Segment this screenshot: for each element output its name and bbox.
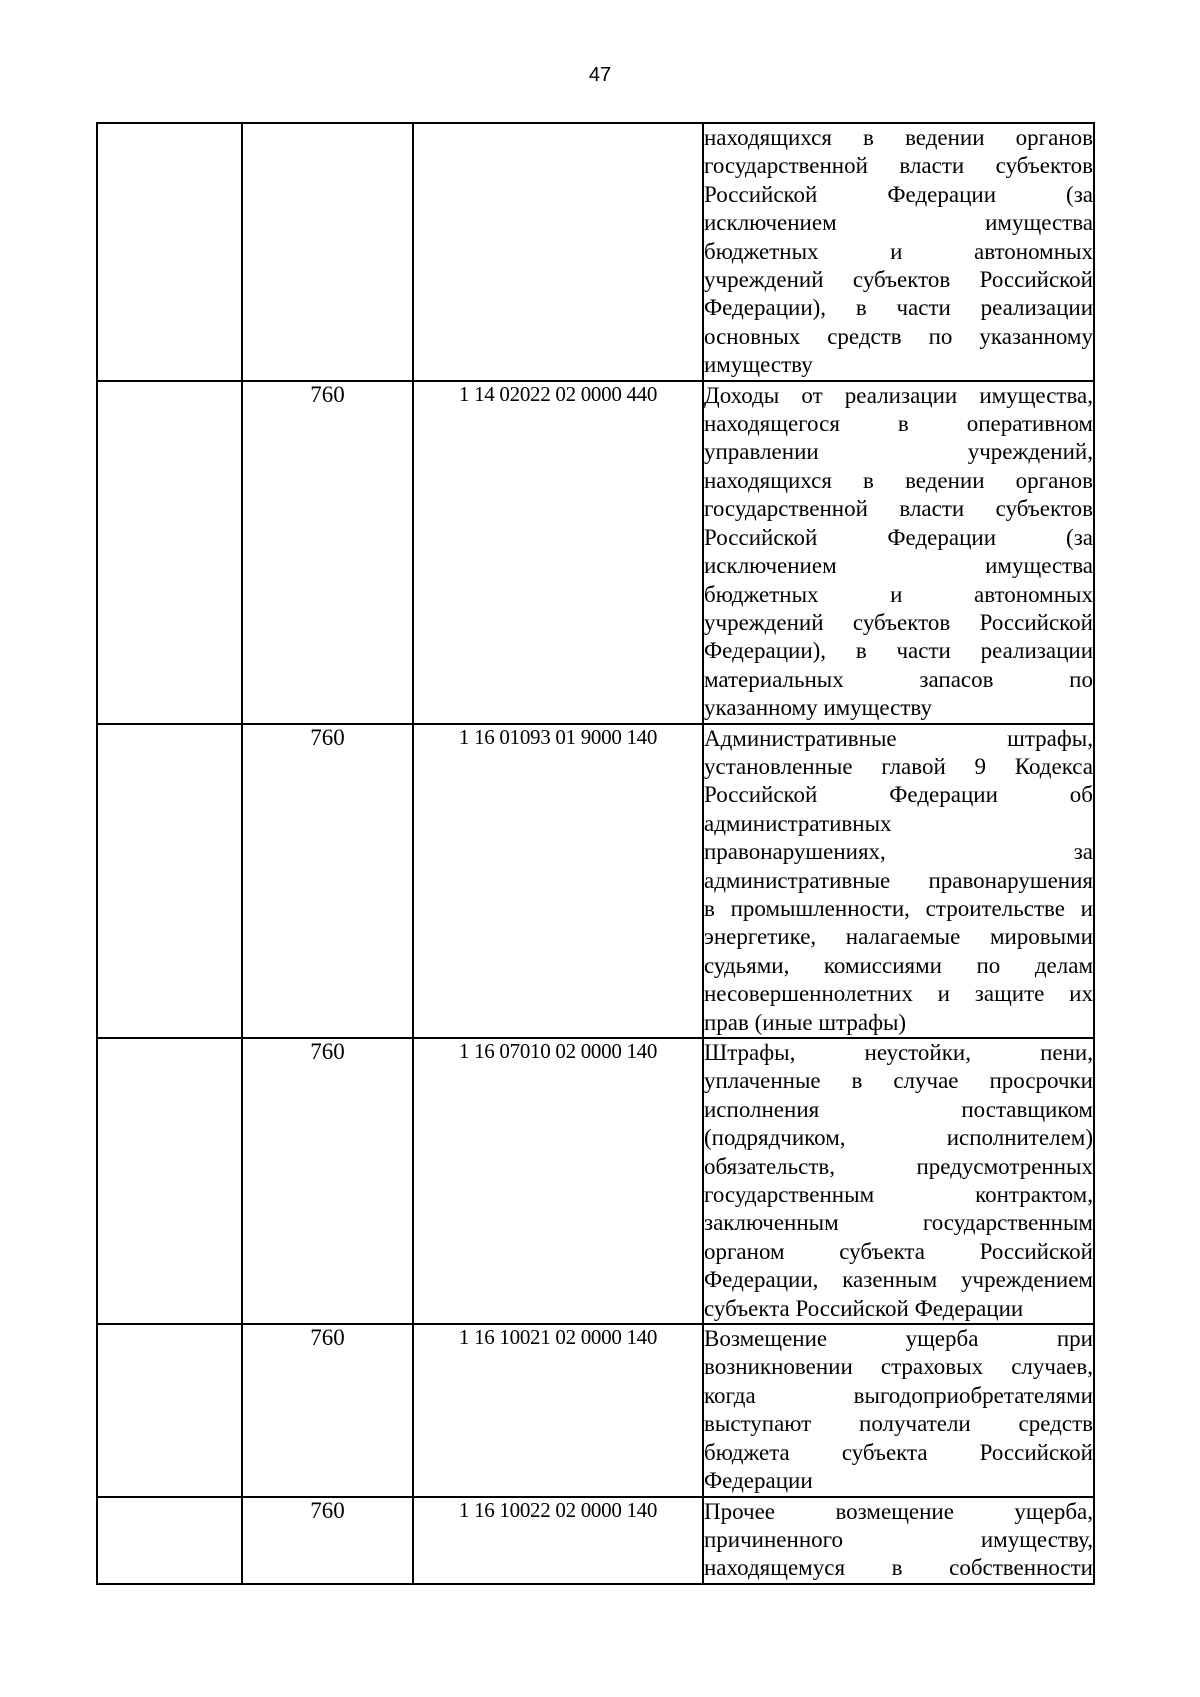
blank-cell (97, 724, 242, 1038)
description-line: административных (704, 810, 892, 836)
description-cell (703, 1497, 1094, 1584)
description-line: управлении учреждений, (704, 439, 1093, 465)
budget-code-cell: 1 16 10021 02 0000 140 (413, 1324, 703, 1496)
description-line: Федерации, казенным учреждением (704, 1267, 1093, 1293)
blank-cell (97, 123, 242, 381)
description-line: Возмещение ущерба при (704, 1326, 1093, 1352)
description-line: выступают получатели средств (704, 1411, 1093, 1437)
description-line: судьями, комиссиями по делам (704, 952, 1093, 978)
description-line: Доходы от реализации имущества, (704, 382, 1093, 408)
description-line: субъекта Российской Федерации (704, 1295, 1024, 1321)
table-row (97, 1038, 1094, 1324)
table-row (97, 381, 1094, 724)
table-row (97, 123, 1094, 381)
description-line: прав (иные штрафы) (704, 1009, 907, 1035)
table-row (97, 724, 1094, 1038)
description-line: бюджетных и автономных (704, 581, 1093, 607)
description-line: исполнения поставщиком (704, 1096, 1093, 1122)
blank-cell (97, 1038, 242, 1324)
page-number: 47 (588, 64, 612, 86)
description-line: государственной власти субъектов (704, 153, 1093, 179)
blank-cell (97, 1324, 242, 1496)
admin-code-cell: 760 (242, 1324, 413, 1496)
budget-code-cell (413, 123, 703, 381)
admin-code-cell: 760 (242, 1497, 413, 1584)
description-line: исключением имущества (704, 553, 1093, 579)
description-line: возникновении страховых случаев, (704, 1354, 1093, 1380)
description-line: государственным контрактом, (704, 1182, 1093, 1208)
description-line: Федерации (704, 1468, 813, 1494)
description-line: правонарушениях, за (704, 839, 1093, 865)
description-line: Российской Федерации (за (704, 524, 1093, 550)
description-line: находящихся в ведении органов (704, 125, 1093, 150)
description-line: Российской Федерации об (704, 782, 1093, 808)
budget-code-cell: 1 14 02022 02 0000 440 (413, 381, 703, 724)
revenue-codes-table (96, 122, 1095, 1585)
description-line: причиненного имуществу, (704, 1526, 1093, 1552)
blank-cell (97, 381, 242, 724)
budget-code-cell: 1 16 07010 02 0000 140 (413, 1038, 703, 1324)
description-line: бюджетных и автономных (704, 238, 1093, 264)
description-line: указанному имуществу (704, 695, 933, 721)
description-cell (703, 381, 1094, 724)
description-line: когда выгодоприобретателями (704, 1382, 1093, 1408)
description-line: бюджета субъекта Российской (704, 1439, 1093, 1465)
description-line: Федерации), в части реализации (704, 295, 1093, 321)
description-line: учреждений субъектов Российской (704, 609, 1093, 635)
description-line: несовершеннолетних и защите их (704, 981, 1093, 1007)
admin-code-cell: 760 (242, 381, 413, 724)
budget-code-cell: 1 16 10022 02 0000 140 (413, 1497, 703, 1584)
description-line: основных средств по указанному (704, 323, 1093, 349)
description-line: имуществу (704, 352, 813, 378)
description-line: установленные главой 9 Кодекса (704, 753, 1093, 779)
description-line: исключением имущества (704, 210, 1093, 236)
description-line: Административные штрафы, (704, 725, 1093, 751)
description-line: находящегося в оперативном (704, 411, 1093, 437)
description-line: административные правонарушения (704, 867, 1093, 893)
table-row (97, 1497, 1094, 1584)
description-line: Прочее возмещение ущерба, (704, 1498, 1093, 1524)
description-cell (703, 123, 1094, 381)
description-line: заключенным государственным (704, 1210, 1093, 1236)
admin-code-cell: 760 (242, 1038, 413, 1324)
description-line: энергетике, налагаемые мировыми (704, 924, 1093, 950)
description-line: (подрядчиком, исполнителем) (704, 1125, 1093, 1151)
table-body (97, 123, 1094, 1584)
description-cell (703, 1324, 1094, 1496)
description-line: органом субъекта Российской (704, 1238, 1093, 1264)
description-line: учреждений субъектов Российской (704, 267, 1093, 293)
description-line: материальных запасов по (704, 666, 1093, 692)
description-line: уплаченные в случае просрочки (704, 1068, 1093, 1094)
description-line: Российской Федерации (за (704, 181, 1093, 207)
description-cell (703, 1038, 1094, 1324)
description-cell (703, 724, 1094, 1038)
admin-code-cell (242, 123, 413, 381)
description-line: государственной власти субъектов (704, 496, 1093, 522)
description-line: находящемуся в собственности (704, 1555, 1093, 1581)
budget-code-cell: 1 16 01093 01 9000 140 (413, 724, 703, 1038)
description-line: находящихся в ведении органов (704, 467, 1093, 493)
admin-code-cell: 760 (242, 724, 413, 1038)
description-line: в промышленности, строительстве и (704, 895, 1093, 921)
table-row (97, 1324, 1094, 1496)
blank-cell (97, 1497, 242, 1584)
description-line: Федерации), в части реализации (704, 638, 1093, 664)
description-line: обязательств, предусмотренных (704, 1153, 1093, 1179)
description-line: Штрафы, неустойки, пени, (704, 1040, 1093, 1065)
